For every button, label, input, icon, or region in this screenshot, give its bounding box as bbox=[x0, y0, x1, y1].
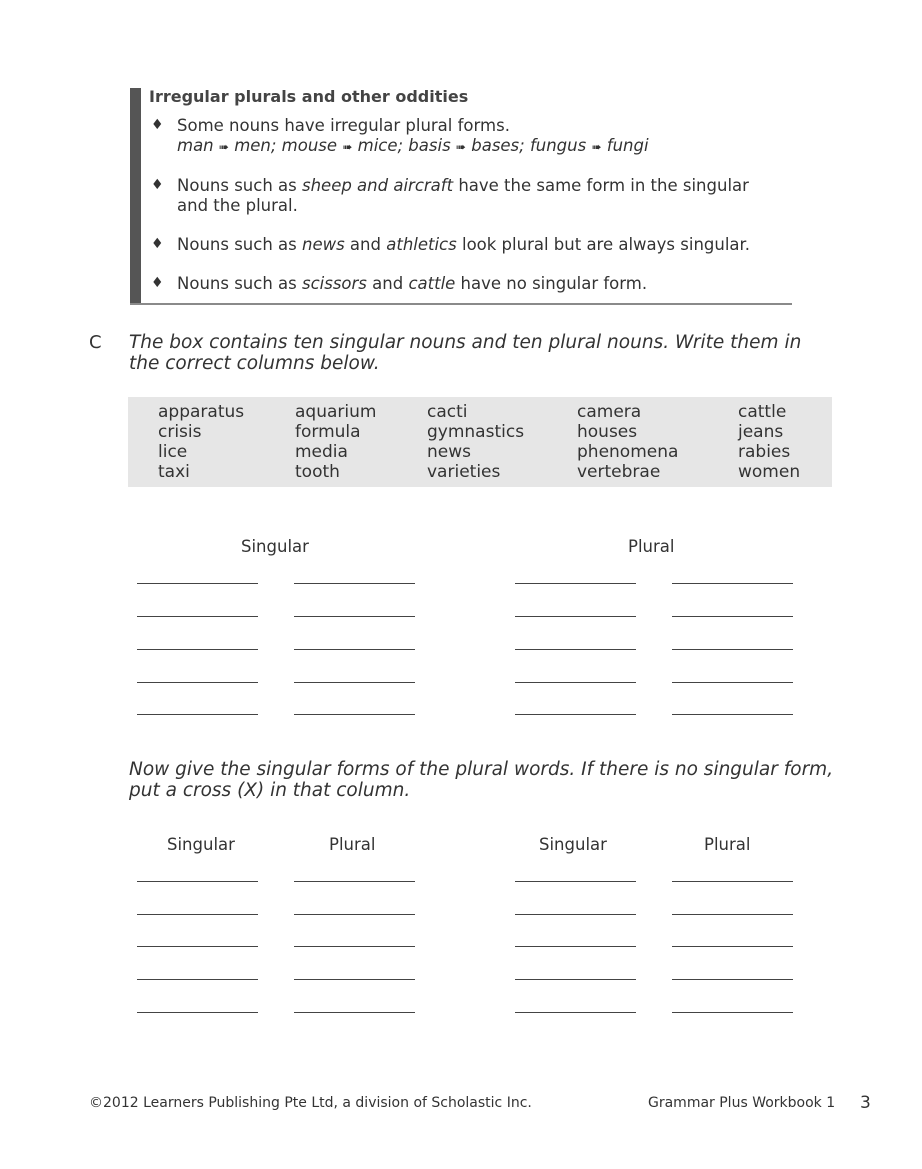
info-text-segment: and bbox=[344, 235, 387, 254]
word-box-word: women bbox=[738, 462, 801, 482]
info-text-segment: sheep and aircraft bbox=[301, 176, 454, 195]
info-text-segment: news bbox=[301, 235, 345, 254]
word-box-word: news bbox=[427, 442, 471, 462]
bullet-icon: ♦ bbox=[151, 177, 164, 193]
word-box-word: formula bbox=[295, 422, 361, 442]
bullet-icon: ♦ bbox=[151, 236, 164, 252]
answer-line[interactable] bbox=[137, 616, 258, 617]
info-text-segment: and bbox=[366, 274, 409, 293]
answer-line[interactable] bbox=[515, 881, 636, 882]
answer-line[interactable] bbox=[137, 682, 258, 683]
answer-line[interactable] bbox=[137, 946, 258, 947]
instruction-line-2: the correct columns below. bbox=[129, 353, 380, 374]
info-text-segment: bases; fungus bbox=[465, 136, 592, 155]
answer-line[interactable] bbox=[294, 616, 415, 617]
bullet-icon: ♦ bbox=[151, 275, 164, 291]
instruction2-line-2: put a cross (X) in that column. bbox=[129, 780, 411, 801]
table2-heading-plural-1: Plural bbox=[329, 835, 376, 854]
word-box-word: varieties bbox=[427, 462, 501, 482]
word-box-word: crisis bbox=[158, 422, 202, 442]
answer-line[interactable] bbox=[515, 714, 636, 715]
info-text-segment: men; mouse bbox=[228, 136, 343, 155]
info-text-segment: Nouns such as bbox=[177, 274, 302, 293]
page-number: 3 bbox=[860, 1093, 871, 1113]
answer-line[interactable] bbox=[137, 1012, 258, 1013]
answer-line[interactable] bbox=[515, 649, 636, 650]
answer-line[interactable] bbox=[672, 914, 793, 915]
info-text-segment: fungi bbox=[601, 136, 649, 155]
answer-line[interactable] bbox=[515, 946, 636, 947]
word-box-word: taxi bbox=[158, 462, 190, 482]
info-text-segment: cattle bbox=[408, 274, 456, 293]
info-text-segment: Nouns such as bbox=[177, 235, 302, 254]
answer-line[interactable] bbox=[515, 616, 636, 617]
arrow-icon: ➠ bbox=[218, 140, 229, 154]
info-item-line bbox=[177, 196, 298, 215]
info-text-segment: mice; basis bbox=[352, 136, 456, 155]
answer-line[interactable] bbox=[294, 1012, 415, 1013]
answer-line[interactable] bbox=[137, 649, 258, 650]
answer-line[interactable] bbox=[672, 649, 793, 650]
word-box-word: jeans bbox=[738, 422, 784, 442]
info-item-line bbox=[177, 235, 750, 254]
answer-line[interactable] bbox=[515, 914, 636, 915]
word-box-word: cattle bbox=[738, 402, 787, 422]
info-text-segment: scissors bbox=[301, 274, 367, 293]
info-box-title: Irregular plurals and other oddities bbox=[149, 87, 469, 106]
answer-line[interactable] bbox=[137, 914, 258, 915]
answer-line[interactable] bbox=[672, 1012, 793, 1013]
answer-line[interactable] bbox=[672, 714, 793, 715]
instruction2-line-1: Now give the singular forms of the plural words. If there is no singular form, bbox=[129, 759, 834, 780]
answer-line[interactable] bbox=[294, 714, 415, 715]
info-item-line bbox=[177, 176, 749, 195]
word-box-word: media bbox=[295, 442, 348, 462]
section-letter: C bbox=[89, 332, 102, 353]
info-text-segment: and the plural. bbox=[177, 196, 298, 215]
table1-heading-plural: Plural bbox=[628, 537, 675, 556]
info-text-segment: Nouns such as bbox=[177, 176, 302, 195]
info-item-line bbox=[177, 274, 647, 293]
footer-copyright: ©2012 Learners Publishing Pte Ltd, a division of Scholastic Inc. bbox=[89, 1095, 532, 1111]
arrow-icon: ➠ bbox=[342, 140, 353, 154]
info-text-segment: look plural but are always singular. bbox=[456, 235, 751, 254]
answer-line[interactable] bbox=[672, 583, 793, 584]
arrow-icon: ➠ bbox=[455, 140, 466, 154]
word-box-word: gymnastics bbox=[427, 422, 525, 442]
answer-line[interactable] bbox=[294, 946, 415, 947]
table2-heading-plural-2: Plural bbox=[704, 835, 751, 854]
word-box-word: aquarium bbox=[295, 402, 377, 422]
word-box-word: phenomena bbox=[577, 442, 679, 462]
answer-line[interactable] bbox=[294, 649, 415, 650]
instruction-line-1: The box contains ten singular nouns and ten plural nouns. Write them in bbox=[129, 332, 802, 353]
table2-heading-singular-1: Singular bbox=[167, 835, 235, 854]
answer-line[interactable] bbox=[294, 914, 415, 915]
word-box-word: apparatus bbox=[158, 402, 245, 422]
answer-line[interactable] bbox=[515, 979, 636, 980]
answer-line[interactable] bbox=[515, 583, 636, 584]
info-text-segment: have the same form in the singular bbox=[453, 176, 749, 195]
info-item-line bbox=[177, 136, 649, 155]
answer-line[interactable] bbox=[137, 979, 258, 980]
word-box-word: lice bbox=[158, 442, 188, 462]
answer-line[interactable] bbox=[672, 946, 793, 947]
info-text-segment: Some nouns have irregular plural forms. bbox=[177, 116, 510, 135]
answer-line[interactable] bbox=[294, 682, 415, 683]
info-box-side-bar bbox=[130, 88, 141, 305]
answer-line[interactable] bbox=[294, 583, 415, 584]
answer-line[interactable] bbox=[672, 682, 793, 683]
word-box-word: cacti bbox=[427, 402, 468, 422]
answer-line[interactable] bbox=[137, 583, 258, 584]
info-item-line bbox=[177, 116, 510, 135]
table1-heading-singular: Singular bbox=[241, 537, 309, 556]
answer-line[interactable] bbox=[672, 881, 793, 882]
answer-line[interactable] bbox=[137, 714, 258, 715]
word-box-word: rabies bbox=[738, 442, 791, 462]
word-box-word: camera bbox=[577, 402, 642, 422]
info-text-segment: have no singular form. bbox=[455, 274, 648, 293]
answer-line[interactable] bbox=[672, 616, 793, 617]
word-box-word: houses bbox=[577, 422, 638, 442]
arrow-icon: ➠ bbox=[591, 140, 602, 154]
answer-line[interactable] bbox=[294, 881, 415, 882]
answer-line[interactable] bbox=[515, 1012, 636, 1013]
info-text-segment: man bbox=[177, 136, 219, 155]
word-box-word: vertebrae bbox=[577, 462, 661, 482]
answer-line[interactable] bbox=[672, 979, 793, 980]
table2-heading-singular-2: Singular bbox=[539, 835, 607, 854]
info-box-bottom-rule bbox=[130, 303, 792, 305]
info-text-segment: athletics bbox=[386, 235, 457, 254]
word-box-word: tooth bbox=[295, 462, 340, 482]
answer-line[interactable] bbox=[515, 682, 636, 683]
bullet-icon: ♦ bbox=[151, 117, 164, 133]
answer-line[interactable] bbox=[137, 881, 258, 882]
footer-book-title: Grammar Plus Workbook 1 bbox=[648, 1095, 836, 1111]
answer-line[interactable] bbox=[294, 979, 415, 980]
